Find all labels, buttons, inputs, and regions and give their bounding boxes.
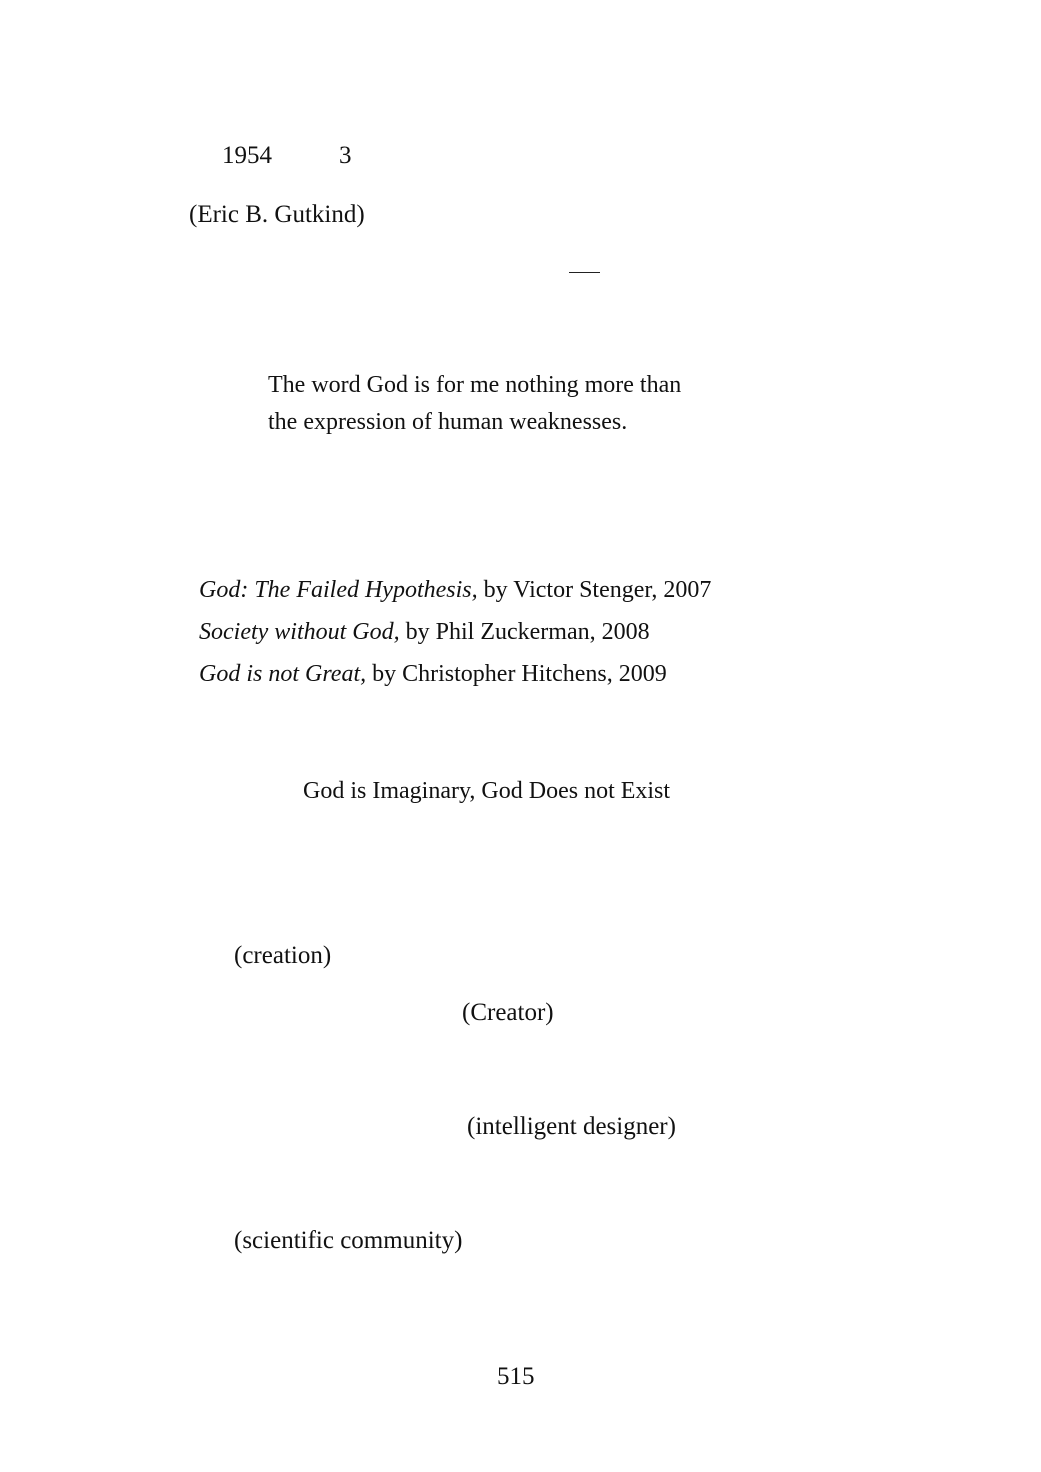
term-intelligent-designer: (intelligent designer) — [467, 1113, 676, 1140]
reference-title: God: The Failed Hypothesis, — [199, 577, 478, 603]
date-year: 1954 — [222, 142, 272, 169]
reference-author: by Victor Stenger, 2007 — [477, 577, 712, 603]
reference-item — [199, 662, 711, 686]
term-creator: (Creator) — [462, 999, 554, 1026]
quote-line: the expression of human weaknesses. — [268, 409, 628, 435]
reference-title: God is not Great, — [199, 661, 367, 687]
date-number: 3 — [339, 142, 352, 169]
person-name: (Eric B. Gutkind) — [189, 201, 365, 228]
term-scientific-community: (scientific community) — [234, 1227, 463, 1254]
reference-item — [199, 620, 711, 644]
reference-author: by Phil Zuckerman, 2008 — [399, 619, 650, 645]
reference-author: by Christopher Hitchens, 2009 — [366, 661, 667, 687]
book-titles: God is Imaginary, God Does not Exist — [303, 778, 671, 804]
reference-list — [199, 578, 711, 704]
term-creation: (creation) — [234, 942, 332, 969]
page-number: 515 — [497, 1363, 535, 1390]
reference-title: Society without God, — [199, 619, 400, 645]
em-dash — [569, 272, 600, 273]
quote-line: The word God is for me nothing more than — [268, 372, 682, 398]
english-quote — [268, 373, 681, 434]
reference-item — [199, 578, 711, 602]
